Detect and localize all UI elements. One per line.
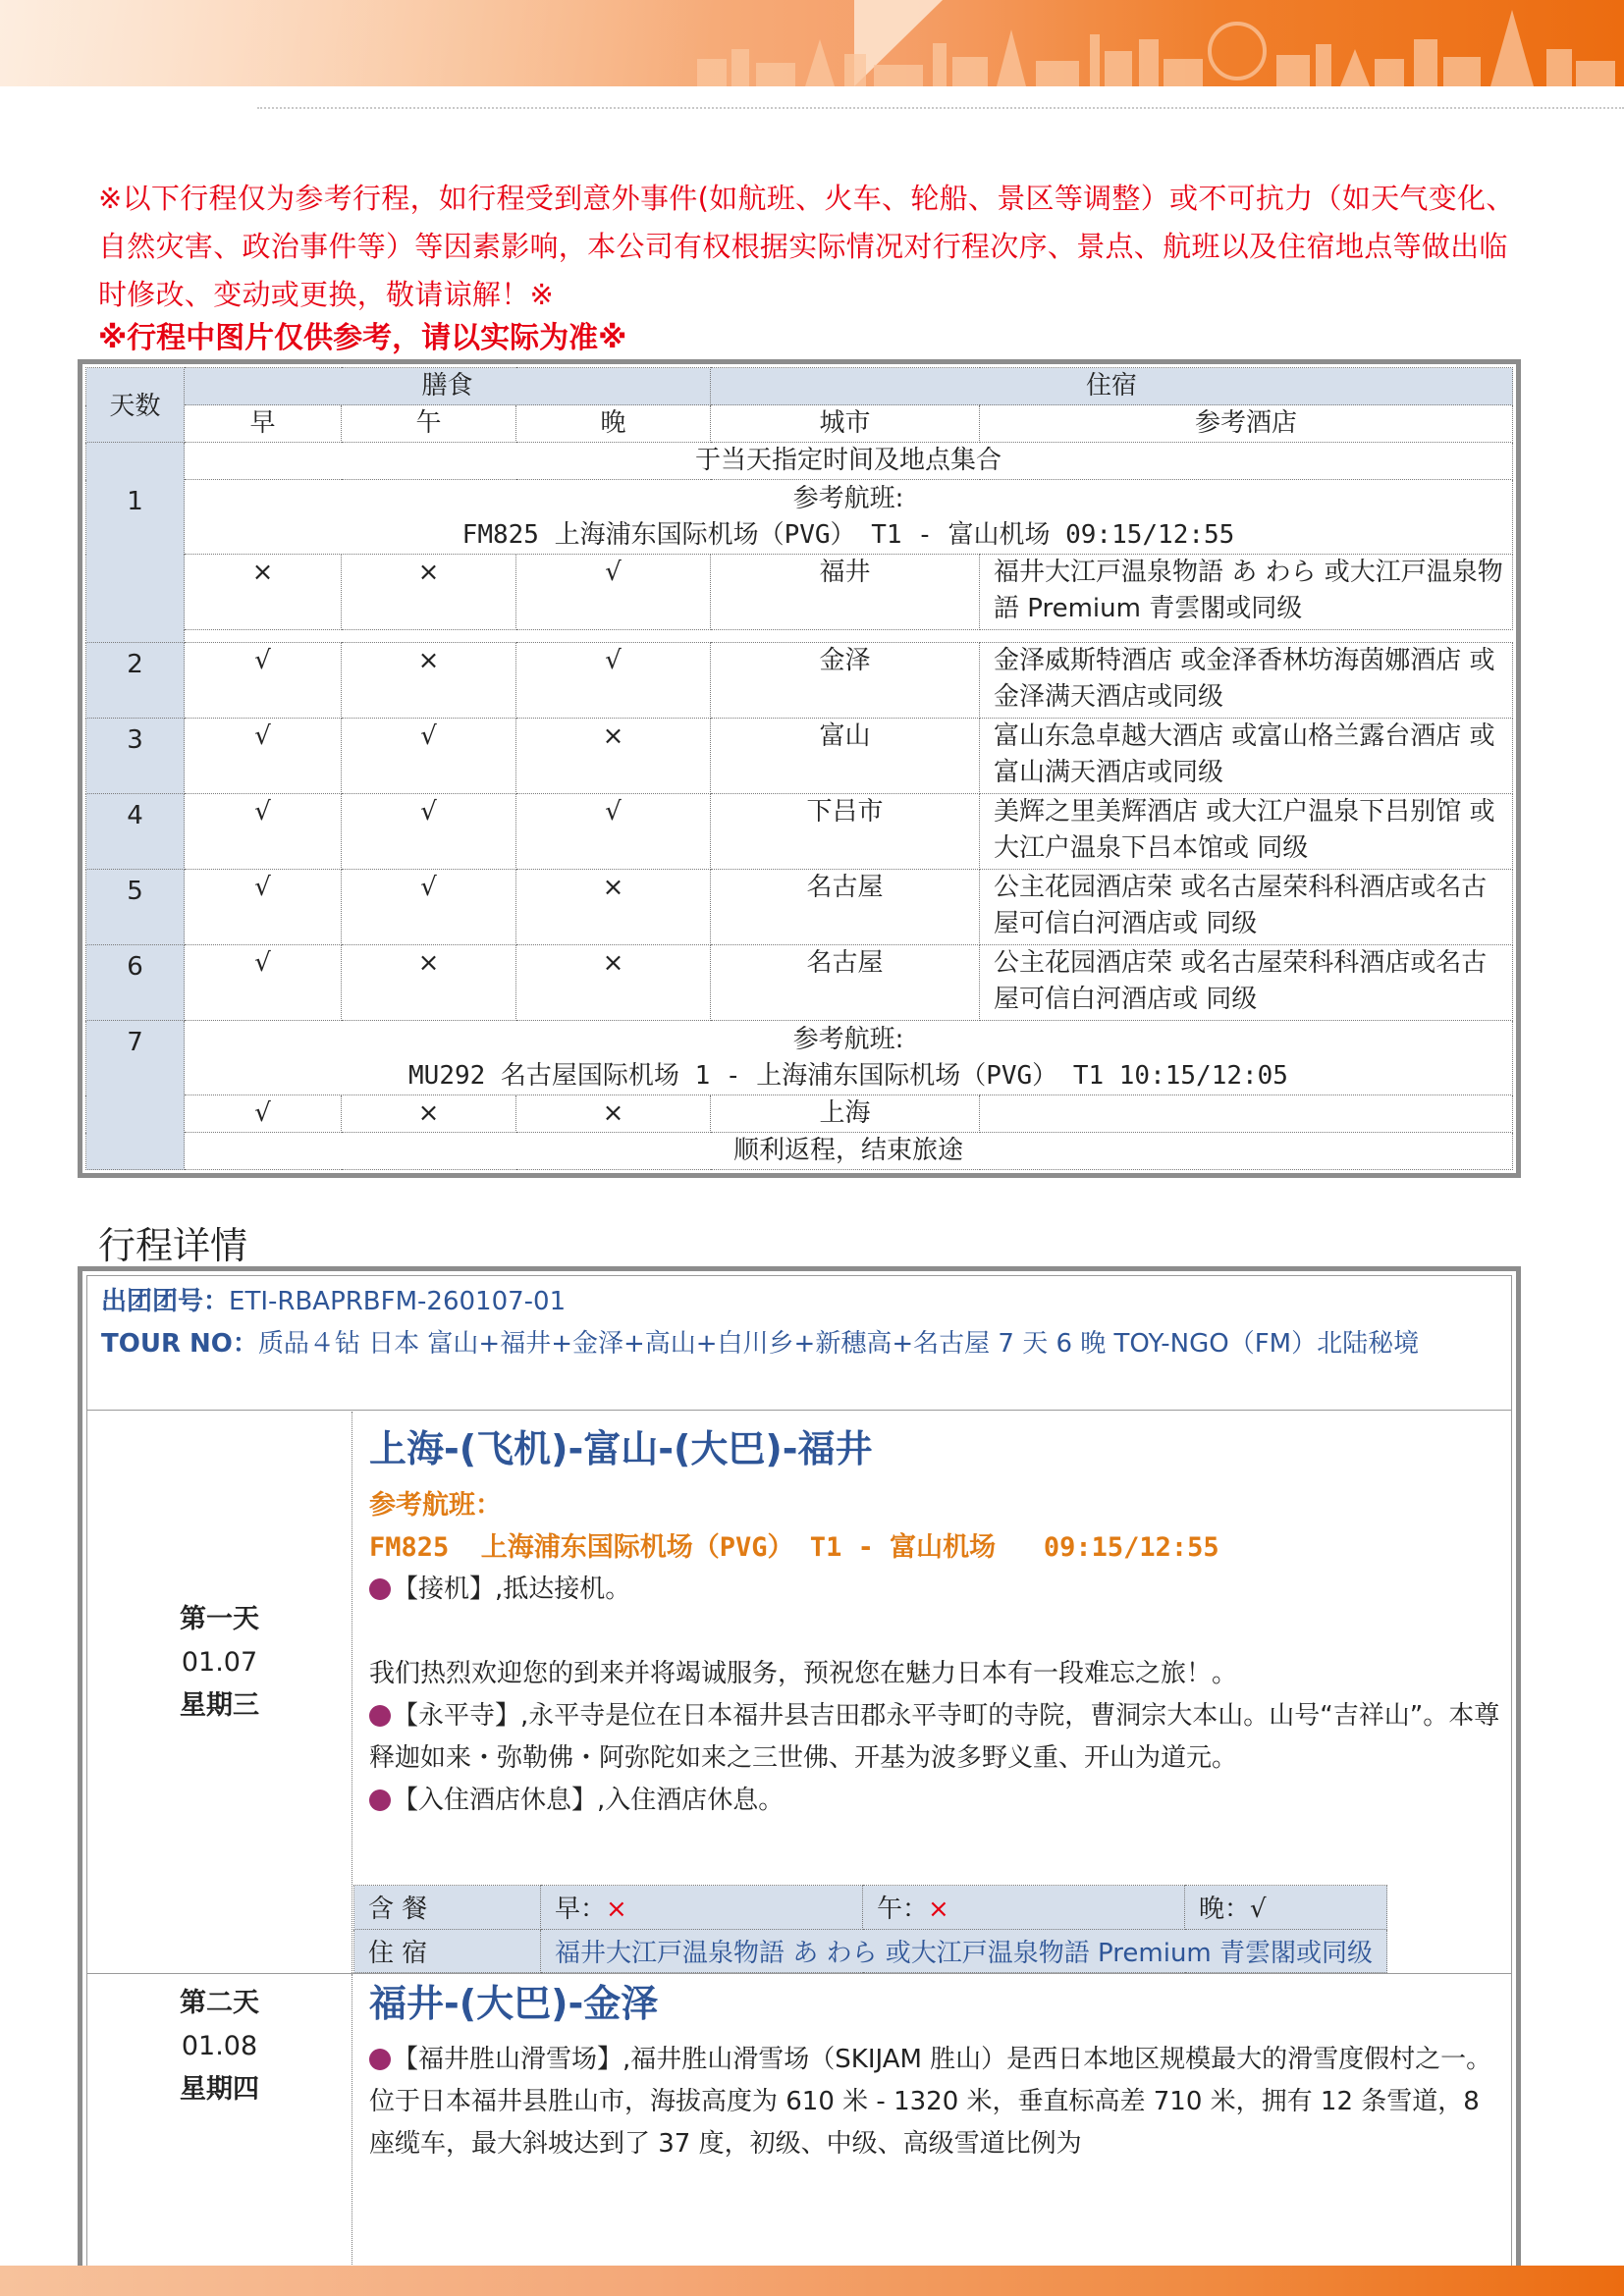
hotel-cell: 富山东急卓越大酒店 或富山格兰露台酒店 或富山满天酒店或同级 [980, 719, 1513, 794]
itinerary-item: 【永平寺】,永平寺是位在日本福井县吉田郡永平寺町的寺院，曹洞宗大本山。山号“吉祥山”。本尊释迦如来・弥勒佛・阿弥陀如来之三世佛、开基为波多野义重、开山为道元。 [369, 1701, 1500, 1773]
day-number: 7 [86, 1021, 185, 1170]
header-dotted-rule [257, 107, 1624, 109]
tour-name: 质品４钻 日本 富山+福井+金泽+高山+白川乡+新穗高+名古屋 7 天 6 晚 TOY-NGO（FM）北陆秘境 [257, 1329, 1420, 1359]
city-cell: 金泽 [711, 643, 980, 719]
image-notice: ※行程中图片仅供参考，请以实际为准※ [98, 321, 627, 355]
day-number: 2 [86, 643, 185, 719]
day-label: 第一天 [180, 1604, 259, 1634]
hotel-cell [980, 1095, 1513, 1133]
itinerary-item: 【福井胜山滑雪场】,福井胜山滑雪场（SKIJAM 胜山）是西日本地区规模最大的滑雪度假村之一。位于日本福井县胜山市，海拔高度为 610 米 - 1320 米，垂直标高差 710 米，拥有 12 条雪道，8 座缆车，最大斜坡达到了 37 度，初级、中级、高级雪道比例为 [369, 2045, 1492, 2159]
hotel-cell: 金泽威斯特酒店 或金泽香林坊海茵娜酒店 或金泽满天酒店或同级 [980, 643, 1513, 719]
flight-label: 参考航班: [792, 483, 904, 513]
dinner-mark: × [516, 719, 711, 794]
dinner-cell: 晚：√ [1185, 1886, 1387, 1930]
dinner-mark: √ [516, 794, 711, 870]
itinerary-item: 我们热烈欢迎您的到来并将竭诚服务，预祝您在魅力日本有一段难忘之旅！。 [369, 1659, 1238, 1688]
lodging-value: 福井大江戸温泉物語 あ わら 或大江戸温泉物語 Premium 青雲閣或同级 [541, 1929, 1387, 1973]
dinner-mark: √ [516, 643, 711, 719]
group-number-label: 出团团号： [101, 1287, 230, 1316]
flight-info: FM825 上海浦东国际机场（PVG） T1 - 富山机场 09:15/12:55 [369, 1532, 1219, 1563]
lunch-mark: √ [342, 870, 516, 945]
header-banner [0, 0, 1624, 86]
flight-label: 参考航班: [792, 1024, 904, 1054]
city-cell: 名古屋 [711, 945, 980, 1021]
day-weekday: 星期三 [180, 1690, 259, 1721]
itinerary-table [85, 367, 1513, 1170]
meals-label: 含 餐 [354, 1886, 541, 1930]
day-title: 福井-(大巴)-金泽 [369, 1982, 659, 2025]
lodging-label: 住 宿 [354, 1929, 541, 1973]
lunch-mark: × [342, 945, 516, 1021]
day-number: 5 [86, 870, 185, 945]
breakfast-mark: √ [185, 870, 342, 945]
hotel-cell: 公主花园酒店荣 或名古屋荣科科酒店或名古屋可信白河酒店或 同级 [980, 870, 1513, 945]
dinner-mark: √ [516, 555, 711, 630]
bullet-dot-icon [369, 1705, 391, 1727]
day-title: 上海-(飞机)-富山-(大巴)-福井 [369, 1427, 873, 1470]
day1-meals-lodging-table [353, 1885, 1387, 1973]
itinerary-item: 【入住酒店休息】,入住酒店休息。 [369, 1780, 1507, 1822]
itinerary-table-frame [78, 359, 1521, 1178]
day-number: 3 [86, 719, 185, 794]
lunch-mark: √ [342, 794, 516, 870]
meet-text: 于当天指定时间及地点集合 [185, 443, 1513, 480]
city-cell: 富山 [711, 719, 980, 794]
hotel-cell: 福井大江戸温泉物語 あ わら 或大江戸温泉物語 Premium 青雲閣或同级 [980, 555, 1513, 630]
header-dinner: 晚 [516, 405, 711, 443]
header-meals: 膳食 [185, 368, 711, 405]
header-city: 城市 [711, 405, 980, 443]
day-number: 1 [86, 443, 185, 643]
header-lunch: 午 [342, 405, 516, 443]
city-cell: 福井 [711, 555, 980, 630]
breakfast-mark: √ [185, 794, 342, 870]
breakfast-cell: 早：× [541, 1886, 863, 1930]
city-skyline-illustration [687, 0, 1624, 86]
city-cell: 名古屋 [711, 870, 980, 945]
itinerary-detail-frame [78, 1266, 1521, 2277]
hotel-cell: 美辉之里美辉酒店 或大江户温泉下吕别馆 或大江户温泉下吕本馆或 同级 [980, 794, 1513, 870]
day-number: 6 [86, 945, 185, 1021]
breakfast-value: × [606, 1895, 627, 1925]
hotel-cell: 公主花园酒店荣 或名古屋荣科科酒店或名古屋可信白河酒店或 同级 [980, 945, 1513, 1021]
section-title: 行程详情 [98, 1224, 248, 1267]
lunch-cell: 午：× [863, 1886, 1185, 1930]
lunch-mark: √ [342, 719, 516, 794]
itinerary-detail [86, 1275, 1512, 2277]
footer-band [0, 2266, 1624, 2296]
breakfast-mark: √ [185, 643, 342, 719]
day1-content [353, 1412, 1511, 1885]
flight-label: 参考航班： [369, 1490, 502, 1521]
lunch-mark: × [342, 555, 516, 630]
breakfast-mark: √ [185, 719, 342, 794]
dinner-mark: × [516, 870, 711, 945]
dinner-mark: × [516, 1095, 711, 1133]
city-cell: 上海 [711, 1095, 980, 1133]
day1-date-column [87, 1412, 352, 1973]
tour-number-label: TOUR NO： [101, 1329, 258, 1359]
itinerary-item: 【接机】,抵达接机。 [369, 1569, 1507, 1611]
day1-flight-cell [185, 480, 1513, 555]
dinner-value: √ [1250, 1895, 1267, 1925]
header-hotel: 参考酒店 [980, 405, 1513, 443]
day2-content [353, 1974, 1511, 2277]
city-cell: 下吕市 [711, 794, 980, 870]
bullet-dot-icon [369, 1789, 391, 1811]
day-weekday: 星期四 [180, 2074, 259, 2105]
group-number-line [101, 1281, 1497, 1323]
tour-name-line [101, 1323, 1497, 1365]
day-label: 第二天 [180, 1988, 259, 2018]
lunch-mark: × [342, 1095, 516, 1133]
tour-header [87, 1276, 1511, 1411]
day7-flight-cell [185, 1021, 1513, 1095]
group-number: ETI-RBAPRBFM-260107-01 [229, 1287, 567, 1316]
breakfast-mark: × [185, 555, 342, 630]
day-number: 4 [86, 794, 185, 870]
day-date: 01.08 [181, 2031, 258, 2061]
end-text: 顺利返程，结束旅途 [185, 1133, 1513, 1170]
day2-date-column [87, 1974, 352, 2277]
disclaimer-text: ※以下行程仅为参考行程，如行程受到意外事件(如航班、火车、轮船、景区等调整）或不可抗力（如天气变化、自然灾害、政治事件等）等因素影响，本公司有权根据实际情况对行程次序、景点、航班以及住宿地点等做出临时修改、变动或更换，敬请谅解！※ [98, 182, 1515, 311]
bullet-dot-icon [369, 1578, 391, 1600]
lunch-value: × [928, 1895, 949, 1925]
breakfast-mark: √ [185, 1095, 342, 1133]
bullet-dot-icon [369, 2049, 391, 2070]
flight-info: FM825 上海浦东国际机场（PVG） T1 - 富山机场 09:15/12:55 [461, 519, 1235, 550]
day-date: 01.07 [181, 1647, 258, 1678]
header-day: 天数 [86, 368, 185, 443]
header-lodging: 住宿 [711, 368, 1513, 405]
breakfast-mark: √ [185, 945, 342, 1021]
flight-info: MU292 名古屋国际机场 1 - 上海浦东国际机场（PVG） T1 10:15/12:05 [408, 1060, 1288, 1091]
lunch-mark: × [342, 643, 516, 719]
dinner-mark: × [516, 945, 711, 1021]
header-breakfast: 早 [185, 405, 342, 443]
